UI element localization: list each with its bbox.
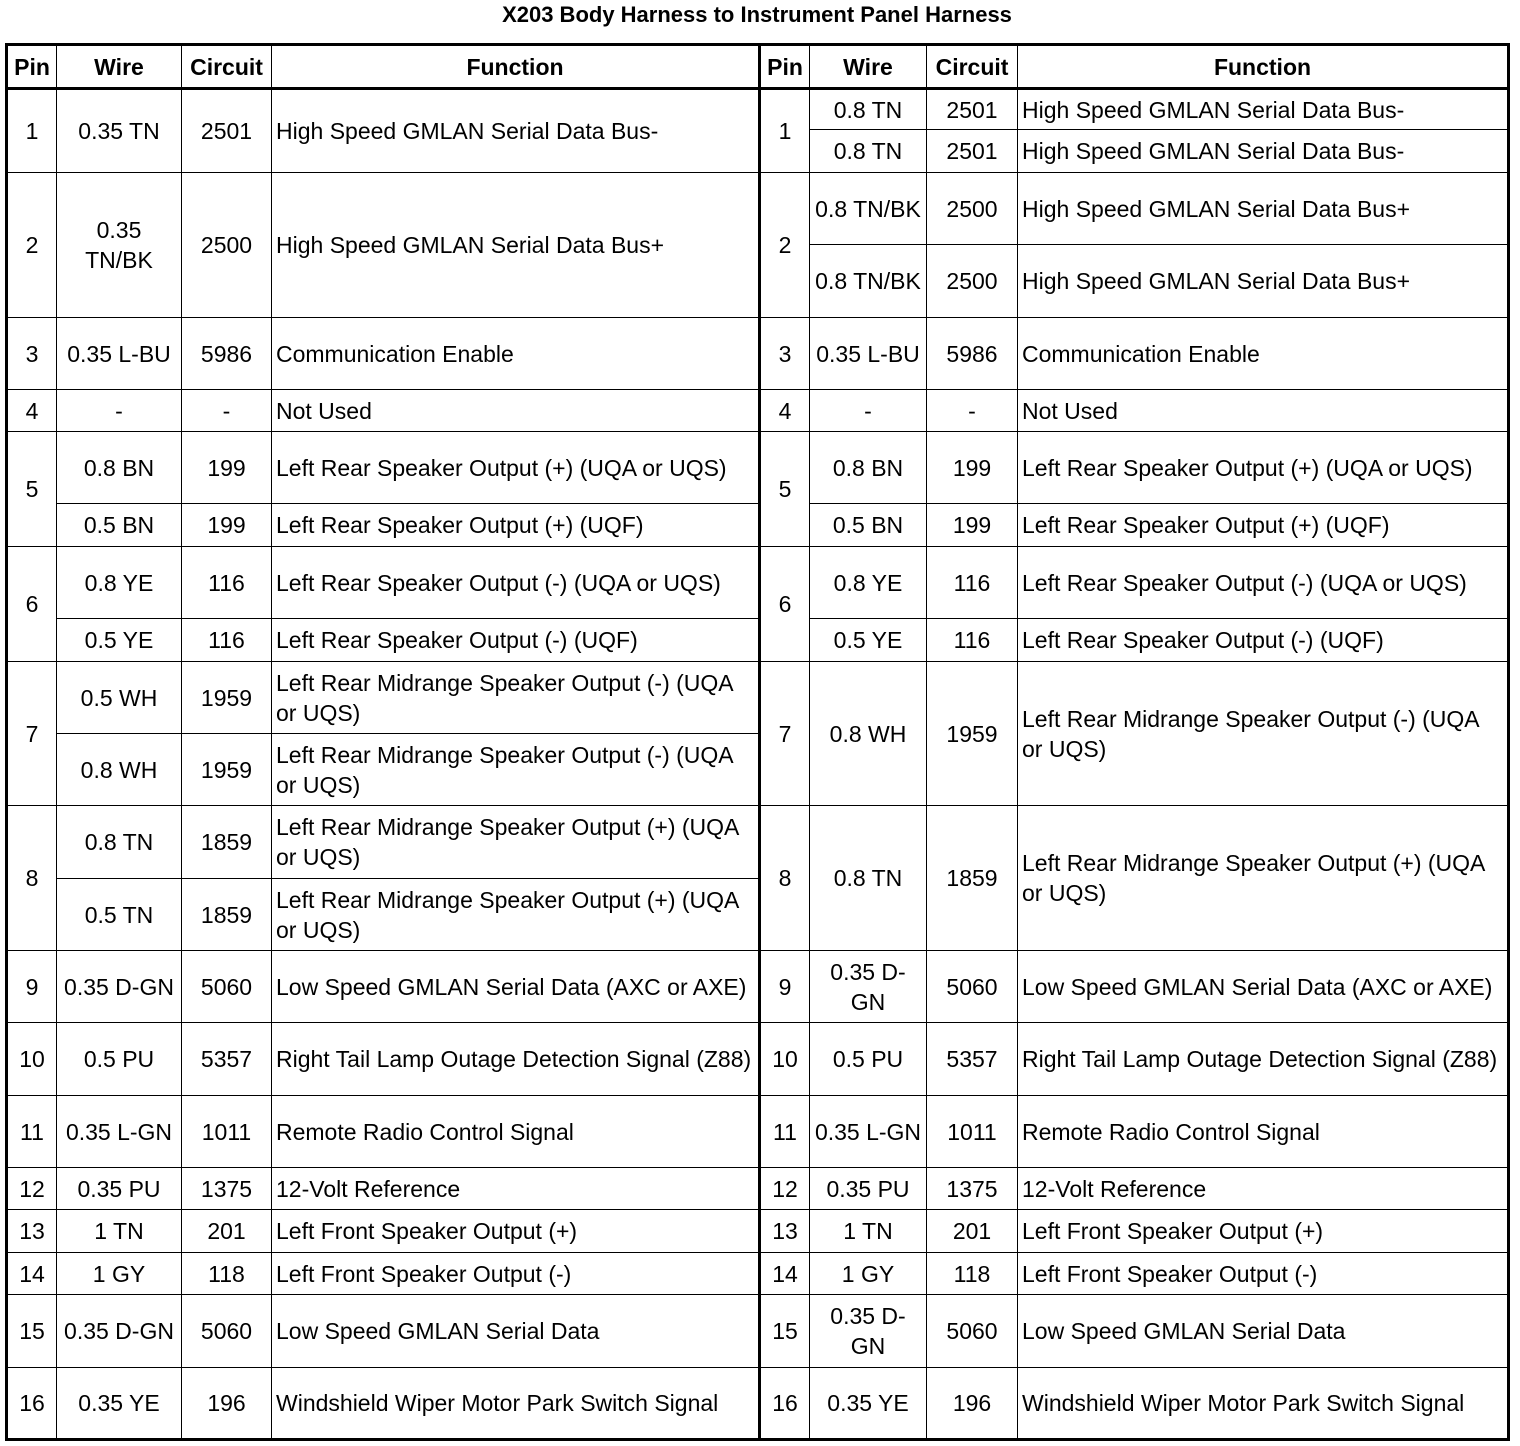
table-cell: 118 (927, 1253, 1018, 1295)
table-cell: Left Front Speaker Output (+) (1018, 1210, 1509, 1253)
table-cell: 0.35 L-BU (810, 318, 927, 390)
table-cell: 1375 (927, 1168, 1018, 1210)
table-row (7, 1253, 1509, 1295)
table-cell: 5357 (927, 1023, 1018, 1096)
table-cell: 118 (182, 1253, 272, 1295)
table-cell: 0.8 TN/BK (810, 173, 927, 245)
table-cell: Left Rear Speaker Output (-) (UQF) (272, 619, 760, 662)
table-cell: 201 (927, 1210, 1018, 1253)
table-cell: 5 (760, 432, 810, 547)
table-cell: 9 (7, 951, 57, 1023)
table-cell: 7 (760, 662, 810, 806)
table-cell: 16 (7, 1368, 57, 1440)
table-row (7, 1023, 1509, 1096)
table-cell: 2501 (927, 130, 1018, 173)
table-cell: 0.35 D-GN (57, 1295, 182, 1368)
table-cell: 11 (760, 1096, 810, 1168)
table-cell: 1 (7, 89, 57, 173)
table-cell: Low Speed GMLAN Serial Data (272, 1295, 760, 1368)
table-cell: Left Rear Midrange Speaker Output (-) (UQA or UQS) (272, 662, 760, 734)
table-cell: 0.35 D-GN (810, 951, 927, 1023)
table-cell: 5 (7, 432, 57, 547)
table-cell: 14 (760, 1253, 810, 1295)
table-cell: Low Speed GMLAN Serial Data (AXC or AXE) (1018, 951, 1509, 1023)
table-cell: 13 (7, 1210, 57, 1253)
table-row (7, 547, 1509, 619)
table-cell: 12-Volt Reference (1018, 1168, 1509, 1210)
header-function: Function (1018, 45, 1509, 89)
header-row (7, 45, 1509, 89)
table-cell: Left Rear Midrange Speaker Output (-) (UQA or UQS) (1018, 662, 1509, 806)
table-cell: Left Rear Midrange Speaker Output (+) (UQA or UQS) (272, 806, 760, 879)
table-cell: 12-Volt Reference (272, 1168, 760, 1210)
table-cell: 0.5 TN (57, 879, 182, 951)
table-row (7, 390, 1509, 432)
table-cell: 2501 (182, 89, 272, 173)
table-row (7, 1096, 1509, 1168)
table-cell: 1 GY (57, 1253, 182, 1295)
table-cell: 199 (927, 504, 1018, 547)
header-pin: Pin (7, 45, 57, 89)
table-cell: 0.8 TN (810, 130, 927, 173)
table-cell: 5060 (927, 951, 1018, 1023)
table-row (7, 1368, 1509, 1440)
table-cell: 0.35 TN (57, 89, 182, 173)
table-cell: 0.35 PU (57, 1168, 182, 1210)
table-cell: 0.35 TN/BK (57, 173, 182, 318)
table-cell: Not Used (272, 390, 760, 432)
table-cell: 1859 (927, 806, 1018, 951)
table-cell: 0.5 PU (810, 1023, 927, 1096)
table-cell: 2500 (927, 245, 1018, 318)
table-cell: 0.5 BN (810, 504, 927, 547)
table-cell: 2501 (927, 89, 1018, 130)
table-cell: 7 (7, 662, 57, 806)
table-row (7, 318, 1509, 390)
table-row (7, 173, 1509, 245)
header-pin: Pin (760, 45, 810, 89)
table-cell: Not Used (1018, 390, 1509, 432)
table-cell: 0.35 D-GN (810, 1295, 927, 1368)
table-row (7, 504, 1509, 547)
table-cell: 0.8 TN (810, 806, 927, 951)
table-cell: 9 (760, 951, 810, 1023)
table-cell: 10 (7, 1023, 57, 1096)
table-cell: 0.35 L-GN (810, 1096, 927, 1168)
table-cell: 116 (182, 619, 272, 662)
table-cell: Low Speed GMLAN Serial Data (1018, 1295, 1509, 1368)
header-wire: Wire (57, 45, 182, 89)
table-cell: 116 (182, 547, 272, 619)
header-wire: Wire (810, 45, 927, 89)
table-cell: Left Front Speaker Output (-) (1018, 1253, 1509, 1295)
table-cell: Left Rear Midrange Speaker Output (+) (UQA or UQS) (272, 879, 760, 951)
table-cell: Right Tail Lamp Outage Detection Signal (Z88) (1018, 1023, 1509, 1096)
table-cell: 11 (7, 1096, 57, 1168)
table-cell: High Speed GMLAN Serial Data Bus+ (272, 173, 760, 318)
table-cell: Left Front Speaker Output (+) (272, 1210, 760, 1253)
table-cell: 1959 (182, 734, 272, 806)
table-cell: Right Tail Lamp Outage Detection Signal (Z88) (272, 1023, 760, 1096)
header-circuit: Circuit (927, 45, 1018, 89)
table-cell: 201 (182, 1210, 272, 1253)
table-cell: 2 (760, 173, 810, 318)
table-cell: 1959 (927, 662, 1018, 806)
table-cell: 2 (7, 173, 57, 318)
table-cell: 6 (7, 547, 57, 662)
table-row (7, 951, 1509, 1023)
table-cell: 0.8 WH (57, 734, 182, 806)
table-cell: 5986 (182, 318, 272, 390)
connector-table (5, 43, 1510, 1441)
table-cell: Left Rear Speaker Output (-) (UQA or UQS) (1018, 547, 1509, 619)
table-cell: Windshield Wiper Motor Park Switch Signal (272, 1368, 760, 1440)
table-cell: 0.35 YE (810, 1368, 927, 1440)
table-cell: 1 (760, 89, 810, 173)
table-row (7, 619, 1509, 662)
table-cell: 0.8 YE (810, 547, 927, 619)
table-cell: 0.8 BN (810, 432, 927, 504)
table-cell: 199 (927, 432, 1018, 504)
table-cell: 5060 (182, 951, 272, 1023)
table-cell: 0.35 L-BU (57, 318, 182, 390)
table-cell: 0.35 D-GN (57, 951, 182, 1023)
table-cell: 4 (760, 390, 810, 432)
table-cell: 0.8 TN (57, 806, 182, 879)
table-cell: High Speed GMLAN Serial Data Bus+ (1018, 173, 1509, 245)
table-cell: Communication Enable (272, 318, 760, 390)
table-cell: 0.8 YE (57, 547, 182, 619)
table-cell: 13 (760, 1210, 810, 1253)
table-cell: 1859 (182, 806, 272, 879)
table-cell: Left Rear Speaker Output (+) (UQF) (272, 504, 760, 547)
table-cell: 1 GY (810, 1253, 927, 1295)
table-cell: High Speed GMLAN Serial Data Bus- (272, 89, 760, 173)
table-cell: Left Rear Speaker Output (+) (UQA or UQS) (272, 432, 760, 504)
table-row (7, 1168, 1509, 1210)
table-cell: 1011 (927, 1096, 1018, 1168)
table-cell: 1375 (182, 1168, 272, 1210)
table-cell: 0.8 TN/BK (810, 245, 927, 318)
table-cell: 5060 (182, 1295, 272, 1368)
table-cell: 0.8 WH (810, 662, 927, 806)
table-cell: 15 (760, 1295, 810, 1368)
table-cell: 1011 (182, 1096, 272, 1168)
table-cell: 1959 (182, 662, 272, 734)
table-cell: High Speed GMLAN Serial Data Bus+ (1018, 245, 1509, 318)
table-row (7, 1210, 1509, 1253)
table-cell: 196 (927, 1368, 1018, 1440)
table-cell: 0.5 YE (810, 619, 927, 662)
table-cell: 12 (760, 1168, 810, 1210)
table-cell: 196 (182, 1368, 272, 1440)
table-cell: - (182, 390, 272, 432)
table-cell: 3 (760, 318, 810, 390)
table-cell: Communication Enable (1018, 318, 1509, 390)
table-cell: 8 (7, 806, 57, 951)
table-cell: - (810, 390, 927, 432)
table-cell: Left Rear Speaker Output (-) (UQF) (1018, 619, 1509, 662)
table-cell: 6 (760, 547, 810, 662)
table-cell: Low Speed GMLAN Serial Data (AXC or AXE) (272, 951, 760, 1023)
table-cell: 5060 (927, 1295, 1018, 1368)
table-row (7, 89, 1509, 130)
table-cell: 0.5 YE (57, 619, 182, 662)
table-cell: Left Rear Midrange Speaker Output (-) (UQA or UQS) (272, 734, 760, 806)
header-function: Function (272, 45, 760, 89)
table-row (7, 806, 1509, 879)
table-cell: 0.5 BN (57, 504, 182, 547)
table-cell: 199 (182, 432, 272, 504)
page-title: X203 Body Harness to Instrument Panel Harness (502, 2, 1012, 27)
table-row (7, 662, 1509, 734)
table-cell: 1 TN (57, 1210, 182, 1253)
table-cell: 1 TN (810, 1210, 927, 1253)
table-cell: High Speed GMLAN Serial Data Bus- (1018, 89, 1509, 130)
table-cell: 3 (7, 318, 57, 390)
table-cell: Remote Radio Control Signal (1018, 1096, 1509, 1168)
table-cell: High Speed GMLAN Serial Data Bus- (1018, 130, 1509, 173)
table-cell: 116 (927, 547, 1018, 619)
table-cell: 0.35 L-GN (57, 1096, 182, 1168)
table-cell: Left Rear Midrange Speaker Output (+) (UQA or UQS) (1018, 806, 1509, 951)
table-cell: 12 (7, 1168, 57, 1210)
table-cell: 0.8 BN (57, 432, 182, 504)
table-cell: 10 (760, 1023, 810, 1096)
table-cell: 4 (7, 390, 57, 432)
table-row (7, 432, 1509, 504)
table-cell: Windshield Wiper Motor Park Switch Signal (1018, 1368, 1509, 1440)
table-body (7, 89, 1509, 1440)
table-cell: Left Rear Speaker Output (-) (UQA or UQS) (272, 547, 760, 619)
table-cell: 5357 (182, 1023, 272, 1096)
table-cell: - (927, 390, 1018, 432)
table-cell: 15 (7, 1295, 57, 1368)
table-cell: - (57, 390, 182, 432)
table-cell: 0.8 TN (810, 89, 927, 130)
table-cell: Remote Radio Control Signal (272, 1096, 760, 1168)
table-cell: 2500 (927, 173, 1018, 245)
table-cell: Left Front Speaker Output (-) (272, 1253, 760, 1295)
table-cell: 0.35 PU (810, 1168, 927, 1210)
header-circuit: Circuit (182, 45, 272, 89)
table-cell: Left Rear Speaker Output (+) (UQF) (1018, 504, 1509, 547)
table-cell: 0.35 YE (57, 1368, 182, 1440)
table-cell: 2500 (182, 173, 272, 318)
table-row (7, 1295, 1509, 1368)
table-cell: 0.5 PU (57, 1023, 182, 1096)
table-cell: 5986 (927, 318, 1018, 390)
table-cell: 16 (760, 1368, 810, 1440)
table-cell: 14 (7, 1253, 57, 1295)
table-cell: 1859 (182, 879, 272, 951)
table-cell: 116 (927, 619, 1018, 662)
table-cell: 8 (760, 806, 810, 951)
table-cell: Left Rear Speaker Output (+) (UQA or UQS) (1018, 432, 1509, 504)
table-cell: 199 (182, 504, 272, 547)
table-cell: 0.5 WH (57, 662, 182, 734)
